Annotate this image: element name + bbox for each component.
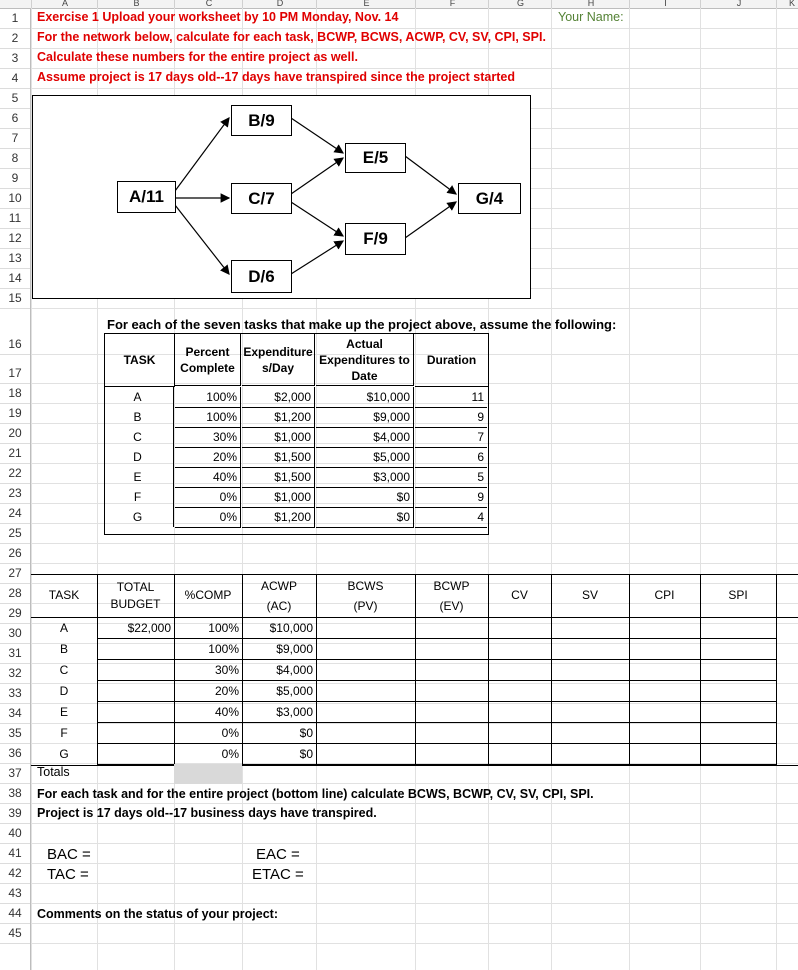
ev-cell-spi[interactable]	[700, 702, 776, 722]
ev-cell-sv[interactable]	[551, 639, 629, 659]
task-cell-task[interactable]: A	[105, 387, 174, 407]
ev-cell-cpi[interactable]	[629, 723, 700, 743]
row-number[interactable]: 31	[8, 646, 22, 660]
col-header-a[interactable]: A	[31, 0, 98, 8]
gridline-v	[700, 8, 701, 970]
task-cell-dur[interactable]: 6	[415, 447, 487, 468]
tac-label: TAC =	[47, 866, 89, 883]
ev-th-bcws: BCWS	[347, 579, 384, 593]
ev-cell-spi[interactable]	[700, 660, 776, 680]
task-cell-task[interactable]: D	[105, 447, 174, 467]
ev-cell-cpi[interactable]	[629, 702, 700, 722]
ev-cell-task[interactable]: E	[59, 705, 68, 719]
row-number[interactable]: 43	[8, 886, 22, 900]
node-a: A/11	[117, 181, 176, 213]
ev-cell-bcws[interactable]	[316, 681, 415, 701]
node-b: B/9	[231, 105, 292, 136]
col-header-e[interactable]: E	[316, 0, 416, 8]
ev-th-acwp: ACWP	[261, 579, 297, 593]
instruction-line-3: Calculate these numbers for the entire project as well.	[37, 50, 358, 64]
ev-cell-spi[interactable]	[700, 744, 776, 764]
totals-label: Totals	[37, 765, 70, 779]
arrow-f-g	[405, 202, 456, 238]
ev-cell-bcwp[interactable]	[415, 744, 488, 764]
totals-budget-cell[interactable]	[174, 764, 242, 784]
ev-cell-spi[interactable]	[700, 723, 776, 743]
gutter-separator	[0, 943, 30, 944]
ev-cell-bcws[interactable]	[316, 618, 415, 638]
ev-cell-task[interactable]: F	[60, 726, 68, 740]
task-cell-actual[interactable]: $3,000	[316, 467, 414, 488]
ev-th-cv: CV	[511, 588, 528, 602]
exercise-title: Exercise 1 Upload your worksheet by 10 PM Monday, Nov. 14	[37, 10, 399, 24]
gridline-h	[31, 308, 798, 309]
th-duration: Duration	[415, 334, 488, 387]
row-number[interactable]: 2	[11, 31, 19, 45]
ev-cell-cv[interactable]	[488, 660, 551, 680]
row-number[interactable]: 37	[8, 766, 22, 780]
task-cell-exp[interactable]: $1,200	[242, 407, 315, 428]
ev-cell-sv[interactable]	[551, 702, 629, 722]
th-actual-expenditures: Actual Expenditures to Date	[316, 334, 414, 386]
ev-cell-acwp[interactable]: $4,000	[276, 663, 313, 677]
etac-label: ETAC =	[252, 866, 304, 883]
row-number[interactable]: 1	[11, 11, 19, 25]
gridline-h	[31, 803, 798, 804]
ev-cell-bcwp[interactable]	[415, 681, 488, 701]
ev-cell-acwp[interactable]: $0	[299, 747, 313, 761]
ev-cell-bcwp[interactable]	[415, 702, 488, 722]
gridline-h	[31, 923, 798, 924]
gridline-v	[629, 8, 630, 970]
row-number[interactable]: 42	[8, 866, 22, 880]
ev-table	[31, 574, 798, 766]
ev-cell-budget[interactable]	[97, 744, 171, 764]
ev-cell-budget[interactable]	[97, 681, 171, 701]
row-number[interactable]: 7	[11, 131, 19, 145]
ev-cell-bcws[interactable]	[316, 702, 415, 722]
row-number[interactable]: 41	[8, 846, 22, 860]
arrow-c-f	[291, 202, 343, 236]
ev-cell-cpi[interactable]	[629, 618, 700, 638]
task-cell-pct[interactable]: 30%	[175, 427, 241, 448]
ev-cell-bcwp[interactable]	[415, 723, 488, 743]
ev-cell-comp[interactable]: 40%	[214, 705, 239, 719]
ev-cell-bcws[interactable]	[316, 744, 415, 764]
ev-cell-comp[interactable]: 0%	[221, 747, 239, 761]
task-cell-dur[interactable]: 4	[415, 507, 487, 528]
gridline-h	[31, 28, 798, 29]
your-name-label: Your Name:	[558, 10, 624, 24]
row-number[interactable]: 8	[11, 151, 19, 165]
gridline-h	[31, 48, 798, 49]
row-number[interactable]: 16	[8, 337, 22, 351]
ev-cell-cv[interactable]	[488, 639, 551, 659]
ev-cell-cv[interactable]	[488, 681, 551, 701]
ev-cell-task[interactable]: G	[59, 747, 69, 761]
ev-th-bcwp: BCWP	[433, 579, 470, 593]
ev-cell-spi[interactable]	[700, 639, 776, 659]
row-number[interactable]: 12	[8, 231, 22, 245]
gridline-h	[31, 783, 798, 784]
ev-th-spi: SPI	[728, 588, 748, 602]
ev-cell-comp[interactable]: 0%	[221, 726, 239, 740]
row-number[interactable]: 32	[8, 666, 22, 680]
task-cell-actual[interactable]: $0	[316, 487, 414, 508]
instruction-line-38: Project is 17 days old--17 business days have transpired.	[37, 806, 377, 820]
row-number[interactable]: 29	[8, 606, 22, 620]
row-number[interactable]: 22	[8, 466, 22, 480]
task-cell-task[interactable]: B	[105, 407, 174, 427]
gridline-v	[551, 8, 552, 970]
task-cell-dur[interactable]: 9	[415, 407, 487, 428]
ev-th-sv: SV	[581, 588, 598, 602]
task-cell-task[interactable]: E	[105, 467, 174, 487]
ev-th-ac: (AC)	[266, 599, 292, 613]
row-number[interactable]: 27	[8, 566, 22, 580]
row-number[interactable]: 15	[8, 291, 22, 305]
row-number[interactable]: 40	[8, 826, 22, 840]
gridline-h	[31, 68, 798, 69]
gridline-h	[31, 843, 798, 844]
ev-cell-budget[interactable]	[97, 639, 171, 659]
ev-cell-comp[interactable]: 100%	[208, 621, 239, 635]
ev-cell-comp[interactable]: 20%	[214, 684, 239, 698]
task-cell-pct[interactable]: 100%	[175, 407, 241, 428]
ev-cell-budget[interactable]: $22,000	[127, 621, 171, 635]
ev-cell-acwp[interactable]: $5,000	[276, 684, 313, 698]
arrow-c-e	[291, 158, 343, 194]
ev-cell-bcwp[interactable]	[415, 660, 488, 680]
row-number[interactable]: 28	[8, 586, 22, 600]
arrow-b-e	[291, 118, 343, 153]
task-cell-actual[interactable]: $9,000	[316, 407, 414, 428]
row-number[interactable]: 33	[8, 686, 22, 700]
task-cell-pct[interactable]: 100%	[175, 387, 241, 408]
col-header-d[interactable]: D	[242, 0, 317, 8]
row-number[interactable]: 30	[8, 626, 22, 640]
node-c: C/7	[231, 183, 292, 214]
ev-cell-budget[interactable]	[97, 723, 171, 743]
row-number[interactable]: 25	[8, 526, 22, 540]
column-header-bar	[0, 0, 798, 9]
ev-cell-sv[interactable]	[551, 618, 629, 638]
ev-cell-cv[interactable]	[488, 744, 551, 764]
ev-cell-sv[interactable]	[551, 744, 629, 764]
row-number[interactable]: 38	[8, 786, 22, 800]
task-cell-exp[interactable]: $2,000	[242, 387, 315, 408]
instruction-line-2: For the network below, calculate for each task, BCWP, BCWS, ACWP, CV, SV, CPI, SPI.	[37, 30, 546, 44]
ev-th-total-budget: TOTAL BUDGET	[110, 580, 161, 611]
instruction-line-4: Assume project is 17 days old--17 days have transpired since the project started	[37, 70, 515, 84]
task-cell-exp[interactable]: $1,500	[242, 467, 315, 488]
ev-cell-cpi[interactable]	[629, 639, 700, 659]
gutter-border	[30, 8, 31, 970]
ev-cell-task[interactable]: B	[59, 642, 68, 656]
col-header-c[interactable]: C	[174, 0, 243, 8]
gridline-h	[31, 903, 798, 904]
gridline-h	[31, 863, 798, 864]
col-header-j[interactable]: J	[700, 0, 777, 8]
row-number[interactable]: 21	[8, 446, 22, 460]
task-cell-task[interactable]: G	[105, 507, 174, 527]
row-number[interactable]: 24	[8, 506, 22, 520]
ev-cell-task[interactable]: D	[59, 684, 69, 698]
row-number[interactable]: 3	[11, 51, 19, 65]
ev-th-cpi: CPI	[654, 588, 675, 602]
comments-label: Comments on the status of your project:	[37, 907, 278, 921]
ev-cell-cpi[interactable]	[629, 681, 700, 701]
gridline-h	[31, 823, 798, 824]
ev-cell-bcws[interactable]	[316, 660, 415, 680]
col-header-g[interactable]: G	[488, 0, 552, 8]
task-cell-exp[interactable]: $1,000	[242, 487, 315, 508]
ev-cell-cv[interactable]	[488, 723, 551, 743]
gridline-h	[31, 883, 798, 884]
ev-cell-spi[interactable]	[700, 681, 776, 701]
gridline-h	[31, 88, 798, 89]
row-number[interactable]: 13	[8, 251, 22, 265]
col-header-f[interactable]: F	[415, 0, 489, 8]
th-task: TASK	[105, 334, 175, 387]
arrow-a-d	[175, 205, 229, 274]
row-number[interactable]: 6	[11, 111, 19, 125]
col-header-k[interactable]: K	[776, 0, 798, 8]
ev-cell-bcws[interactable]	[316, 639, 415, 659]
ev-th-pv: (PV)	[353, 599, 378, 613]
network-diagram	[32, 95, 531, 299]
ev-cell-cv[interactable]	[488, 702, 551, 722]
row-number[interactable]: 18	[8, 386, 22, 400]
row-number[interactable]: 34	[8, 706, 22, 720]
task-cell-pct[interactable]: 20%	[175, 447, 241, 468]
col-header-i[interactable]: I	[629, 0, 701, 8]
row-number[interactable]: 4	[11, 71, 19, 85]
row-number[interactable]: 17	[8, 366, 22, 380]
task-cell-pct[interactable]: 0%	[175, 487, 241, 508]
ev-cell-sv[interactable]	[551, 723, 629, 743]
row-number[interactable]: 11	[8, 211, 22, 225]
task-cell-pct[interactable]: 0%	[175, 507, 241, 528]
ev-th-comp: %COMP	[184, 588, 232, 602]
ev-cell-sv[interactable]	[551, 681, 629, 701]
ev-cell-bcws[interactable]	[316, 723, 415, 743]
node-f: F/9	[345, 223, 406, 255]
row-number[interactable]: 19	[8, 406, 22, 420]
task-cell-task[interactable]: C	[105, 427, 174, 447]
gridline-v	[776, 8, 777, 970]
ev-cell-comp[interactable]: 30%	[214, 663, 239, 677]
task-cell-dur[interactable]: 7	[415, 427, 487, 448]
row-number[interactable]: 23	[8, 486, 22, 500]
task-cell-dur[interactable]: 5	[415, 467, 487, 488]
gridline-h	[31, 543, 798, 544]
ev-cell-acwp[interactable]: $9,000	[276, 642, 313, 656]
ev-cell-comp[interactable]: 100%	[208, 642, 239, 656]
row-number[interactable]: 26	[8, 546, 22, 560]
node-e: E/5	[345, 143, 406, 173]
row-number[interactable]: 39	[8, 806, 22, 820]
task-cell-actual[interactable]: $0	[316, 507, 414, 528]
arrow-d-f	[291, 241, 343, 274]
row-number[interactable]: 36	[8, 746, 22, 760]
task-cell-task[interactable]: F	[105, 487, 174, 507]
task-cell-dur[interactable]: 11	[415, 387, 487, 408]
ev-th-ev: (EV)	[439, 599, 464, 613]
row-number[interactable]: 20	[8, 426, 22, 440]
row-number[interactable]: 5	[11, 91, 19, 105]
task-cell-exp[interactable]: $1,500	[242, 447, 315, 468]
eac-label: EAC =	[256, 846, 300, 863]
ev-cell-cpi[interactable]	[629, 744, 700, 764]
ev-cell-sv[interactable]	[551, 660, 629, 680]
row-number[interactable]: 14	[8, 271, 22, 285]
task-cell-actual[interactable]: $4,000	[316, 427, 414, 448]
ev-cell-cv[interactable]	[488, 618, 551, 638]
row-number[interactable]: 35	[8, 726, 22, 740]
ev-th-task: TASK	[48, 588, 80, 602]
ev-cell-acwp[interactable]: $3,000	[276, 705, 313, 719]
row-number[interactable]: 9	[11, 171, 19, 185]
row-number[interactable]: 45	[8, 926, 22, 940]
gridline-h	[31, 563, 798, 564]
instruction-line-37: For each task and for the entire project (bottom line) calculate BCWS, BCWP, CV, SV, CPI, SPI.	[37, 787, 594, 801]
ev-cell-cpi[interactable]	[629, 660, 700, 680]
row-number[interactable]: 10	[8, 191, 22, 205]
bac-label: BAC =	[47, 846, 91, 863]
ev-cell-budget[interactable]	[97, 660, 171, 680]
ev-cell-acwp[interactable]: $0	[299, 726, 313, 740]
ev-column-border	[776, 575, 777, 765]
node-g: G/4	[458, 183, 521, 214]
task-cell-actual[interactable]: $5,000	[316, 447, 414, 468]
assumption-text: For each of the seven tasks that make up the project above, assume the following:	[107, 317, 617, 332]
task-cell-exp[interactable]: $1,200	[242, 507, 315, 528]
th-percent-complete: Percent Complete	[175, 334, 241, 386]
task-cell-pct[interactable]: 40%	[175, 467, 241, 488]
col-header-h[interactable]: H	[551, 0, 630, 8]
ev-cell-spi[interactable]	[700, 618, 776, 638]
arrow-e-g	[405, 156, 456, 194]
task-cell-actual[interactable]: $10,000	[316, 387, 414, 408]
ev-cell-task[interactable]: A	[59, 621, 68, 635]
ev-cell-bcwp[interactable]	[415, 618, 488, 638]
col-header-b[interactable]: B	[97, 0, 175, 8]
ev-cell-task[interactable]: C	[59, 663, 69, 677]
task-table	[104, 333, 489, 535]
ev-cell-bcwp[interactable]	[415, 639, 488, 659]
ev-cell-budget[interactable]	[97, 702, 171, 722]
task-cell-exp[interactable]: $1,000	[242, 427, 315, 448]
node-d: D/6	[231, 260, 292, 293]
th-expenditures-day: Expenditures/Day	[242, 334, 315, 386]
row-number[interactable]: 44	[8, 906, 22, 920]
gridline-h	[31, 943, 798, 944]
ev-cell-acwp[interactable]: $10,000	[269, 621, 313, 635]
arrow-a-b	[175, 118, 229, 191]
task-cell-dur[interactable]: 9	[415, 487, 487, 508]
